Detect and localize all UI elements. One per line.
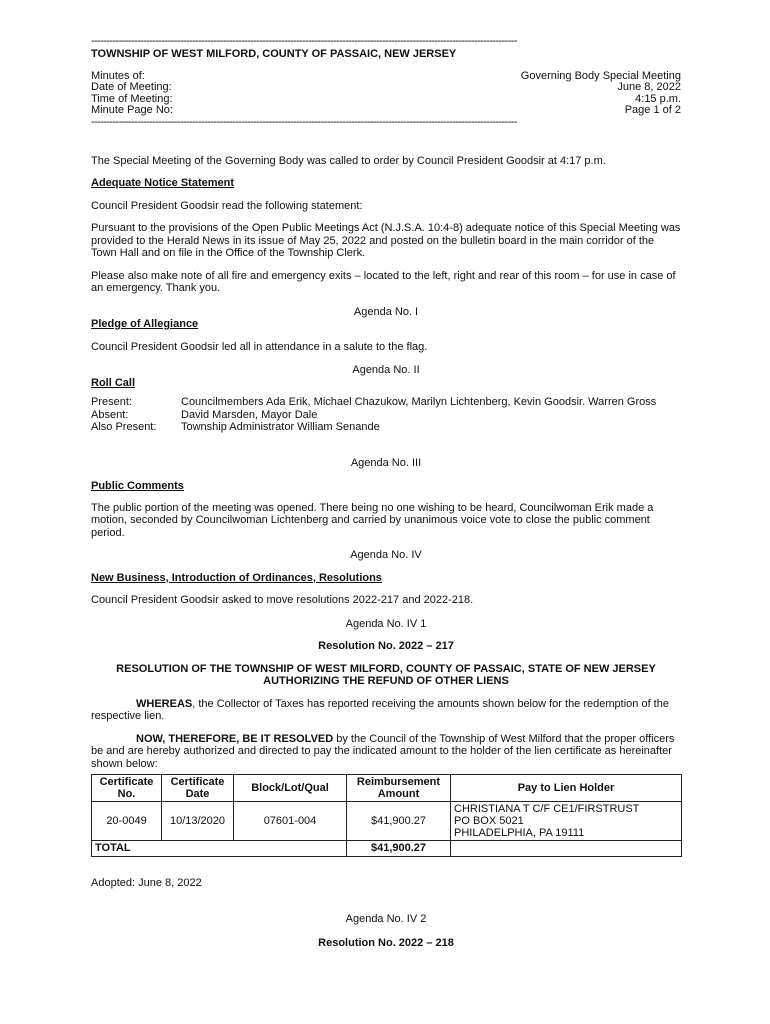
present-label: Present: [91, 396, 132, 408]
table-row [92, 802, 682, 841]
table-total-row [92, 841, 682, 857]
resolved-paragraph [91, 733, 681, 771]
absent-value: David Marsden, Mayor Dale [181, 408, 318, 421]
date-of-meeting-value: June 8, 2022 [617, 81, 681, 93]
township-title: TOWNSHIP OF WEST MILFORD, COUNTY OF PASSAIC, NEW JERSEY [91, 48, 457, 60]
new-business-text: Council President Goodsir asked to move resolutions 2022-217 and 2022-218. [91, 594, 474, 606]
also-present-value: Township Administrator William Senande [181, 421, 380, 433]
agenda-2-label: Agenda No. II [352, 364, 420, 376]
notice-statement-text: Pursuant to the provisions of the Open Public Meetings Act (N.J.S.A. 10:4-8) adequate notice of this Special Meeting was provided to the Herald News in its issue of May 25, 2022 and posted on the bulletin board in the main corridor of the Town Hall and on file in the Office of the Township Clerk. [91, 222, 681, 259]
present-value: Councilmembers Ada Erik, Michael Chazukow, Marilyn Lichtenberg, Kevin Goodsir. Warren Gross [181, 396, 657, 408]
absent-label: Absent: [91, 408, 129, 421]
certificate-date-cell: 10/13/2020 [162, 802, 234, 841]
agenda-4-1-label: Agenda No. IV 1 [345, 617, 427, 630]
also-present-label: Also Present: [91, 421, 157, 433]
block-lot-qual-header: Block/Lot/Qual [234, 775, 347, 802]
agenda-4-2-label: Agenda No. IV 2 [345, 913, 427, 925]
lien-holder-name: CHRISTIANA T C/F CE1/FIRSTRUST [454, 803, 640, 815]
whereas-text: , the Collector of Taxes has reported receiving the amounts shown below for the redemption of the respective lien. [91, 697, 669, 722]
public-comments-text: The public portion of the meeting was opened. There being no one wishing to be heard, Councilwoman Erik made a motion, seconded by Councilwoman Lichtenberg and carried by unanimous voice vote to close the public comment period. [91, 501, 654, 539]
call-to-order-text: The Special Meeting of the Governing Body was called to order by Council President Goodsir at 4:17 p.m. [91, 154, 606, 167]
table-header-row [92, 775, 682, 802]
lien-refund-table [91, 774, 682, 857]
header-divider-bottom: ------------------------------------------------------------------------------------------------------------------------------------------- [91, 116, 517, 127]
date-of-meeting-label: Date of Meeting: [91, 81, 172, 93]
total-empty-cell [451, 841, 682, 857]
public-comments-heading: Public Comments [91, 480, 184, 492]
pay-to-lien-holder-header: Pay to Lien Holder [451, 775, 682, 802]
whereas-keyword: WHEREAS [136, 697, 193, 710]
certificate-date-header: Certificate Date [162, 775, 234, 802]
time-of-meeting-label: Time of Meeting: [91, 92, 173, 105]
resolution-218-number: Resolution No. 2022 – 218 [318, 936, 454, 949]
reimbursement-amount-header: Reimbursement Amount [347, 775, 451, 802]
resolution-217-number: Resolution No. 2022 – 217 [318, 640, 454, 652]
agenda-1-label: Agenda No. I [353, 305, 419, 318]
adopted-date: Adopted: June 8, 2022 [91, 876, 202, 889]
resolved-text: by the Council of the Township of West Milford that the proper officers be and are hereby authorized and directed to pay the indicated amount to the holder of the lien certificate as hereinafter shown below: [91, 732, 675, 770]
lien-holder-address: PO BOX 5021 [454, 815, 524, 827]
minutes-of-value: Governing Body Special Meeting [520, 69, 681, 82]
resolution-217-title: RESOLUTION OF THE TOWNSHIP OF WEST MILFORD, COUNTY OF PASSAIC, STATE OF NEW JERSEY AUTHORIZING THE REFUND OF OTHER LIENS [116, 662, 656, 687]
minute-page-label: Minute Page No: [91, 104, 173, 116]
roll-call-list [91, 396, 681, 434]
pledge-heading: Pledge of Allegiance [91, 318, 199, 330]
reimbursement-amount-cell: $41,900.27 [347, 802, 451, 841]
lien-holder-cell [451, 802, 682, 841]
notice-intro-text: Council President Goodsir read the following statement: [91, 199, 363, 212]
minutes-of-label: Minutes of: [91, 69, 145, 82]
minutes-page [91, 36, 681, 949]
roll-call-heading: Roll Call [91, 376, 136, 389]
adequate-notice-heading: Adequate Notice Statement [91, 177, 235, 189]
minute-page-value: Page 1 of 2 [624, 104, 681, 116]
lien-holder-city: PHILADELPHIA, PA 19111 [454, 827, 585, 839]
time-of-meeting-value: 4:15 p.m. [635, 92, 681, 105]
new-business-heading: New Business, Introduction of Ordinances, Resolutions [91, 571, 382, 584]
meeting-info-labels [91, 71, 173, 117]
certificate-no-cell: 20-0049 [92, 802, 162, 841]
emergency-exits-text: Please also make note of all fire and emergency exits – located to the left, right and rear of this room – for use in case of an emergency. Thank you. [91, 269, 676, 294]
whereas-paragraph [91, 698, 681, 723]
certificate-no-header: Certificate No. [92, 775, 162, 802]
meeting-info-values [521, 71, 681, 117]
agenda-3-label: Agenda No. III [350, 456, 422, 469]
resolved-keyword: NOW, THEREFORE, BE IT RESOLVED [136, 732, 334, 745]
header-divider-top: ------------------------------------------------------------------------------------------------------------------------------------------- [91, 36, 517, 46]
agenda-4-label: Agenda No. IV [350, 549, 422, 561]
block-lot-qual-cell: 07601-004 [234, 802, 347, 841]
total-amount: $41,900.27 [347, 841, 451, 857]
meeting-info [91, 71, 681, 117]
pledge-text: Council President Goodsir led all in attendance in a salute to the flag. [91, 340, 428, 353]
total-label: TOTAL [92, 841, 347, 857]
